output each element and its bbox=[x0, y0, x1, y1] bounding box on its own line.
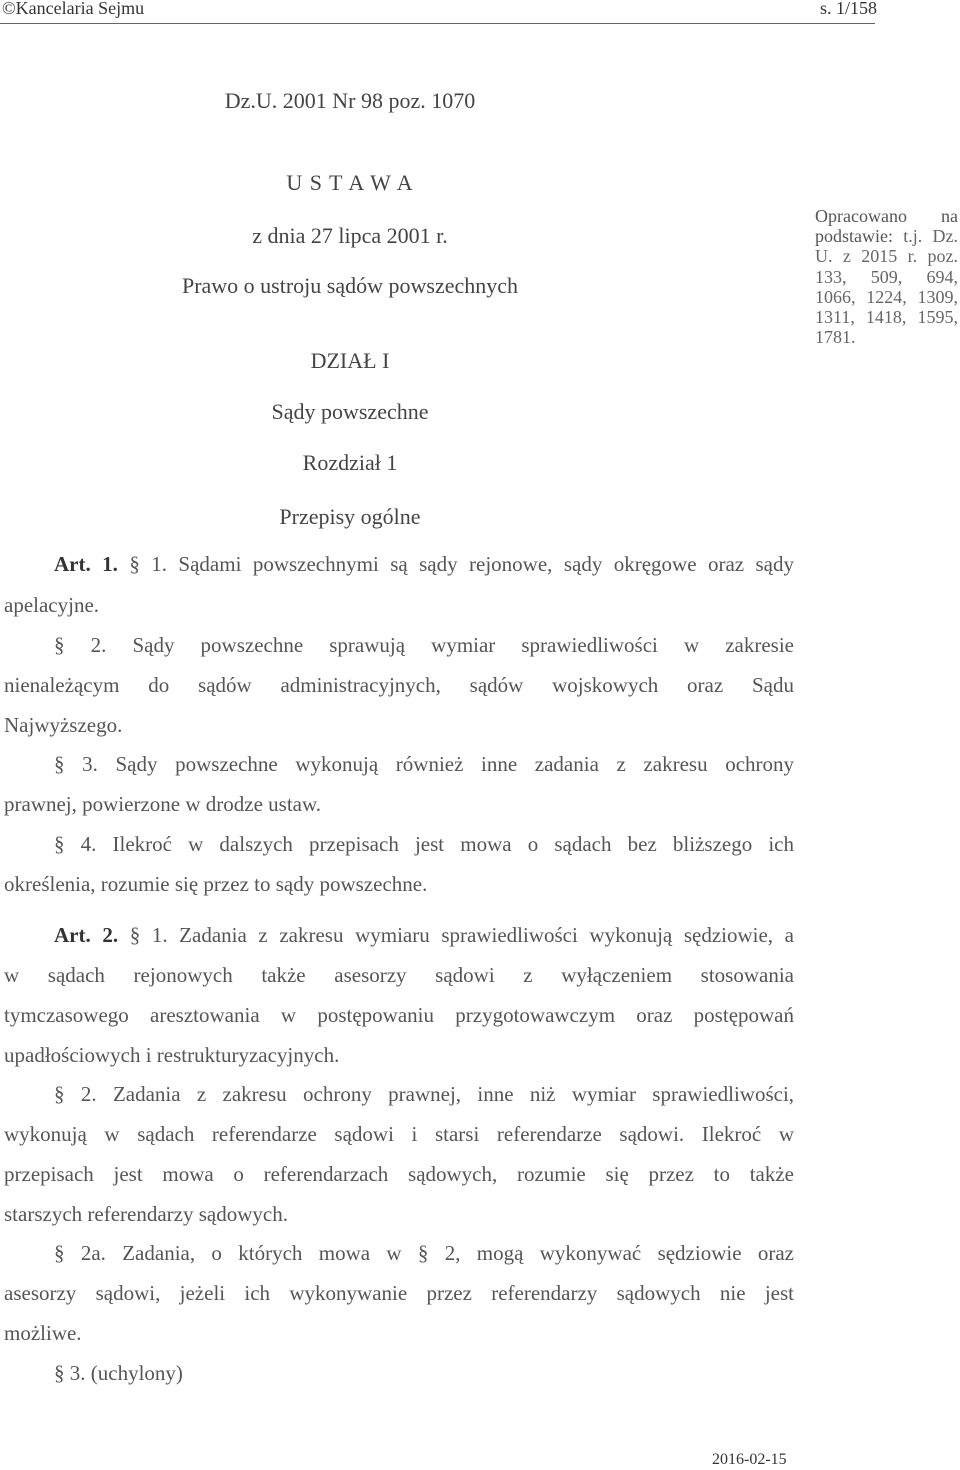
consolidation-note bbox=[815, 206, 958, 347]
header-divider bbox=[0, 23, 875, 24]
chapter-title: Przepisy ogólne bbox=[279, 504, 421, 529]
art2-par1-line2: w sądach rejonowych także asesorzy sądowi z wyłączeniem stosowania bbox=[4, 963, 794, 987]
page-number: s. 1/158 bbox=[819, 0, 877, 18]
art2-par2a-line1 bbox=[54, 1241, 794, 1271]
art1-par3-text: Sądy powszechne wykonują również inne zadania z zakresu ochrony bbox=[115, 752, 795, 776]
art2-par2a-number: § 2a. bbox=[54, 1241, 106, 1265]
document-type: U S T A W A bbox=[286, 170, 414, 195]
art1-label: Art. 1. bbox=[54, 552, 118, 576]
art2-par1-line3: tymczasowego aresztowania w postępowaniu przygotowawczym oraz postępowań bbox=[4, 1003, 794, 1027]
art2-par1-line1 bbox=[54, 923, 794, 953]
art1-par4-line1 bbox=[54, 832, 794, 862]
art2-par2-line2: wykonują w sądach referendarze sądowi i starsi referendarze sądowi. Ilekroć w bbox=[4, 1122, 794, 1146]
art2-par2-line1 bbox=[54, 1082, 794, 1112]
art1-par1-line2: apelacyjne. bbox=[4, 593, 100, 617]
art2-par2-line3: przepisach jest mowa o referendarzach sądowych, rozumie się przez to także bbox=[4, 1162, 794, 1186]
art2-par3-line1 bbox=[54, 1361, 794, 1391]
art1-par4-number: § 4. bbox=[54, 832, 97, 856]
art2-par2a-text: Zadania, o których mowa w § 2, mogą wykonywać sędziowie oraz bbox=[122, 1241, 794, 1265]
art1-par1-line1 bbox=[54, 552, 794, 582]
art1-par4-line2: określenia, rozumie się przez to sądy powszechne. bbox=[4, 872, 428, 896]
art1-par2-line1 bbox=[54, 633, 794, 663]
art1-par3-number: § 3. bbox=[54, 752, 98, 776]
art2-par1-number: § 1. bbox=[129, 923, 168, 947]
art2-par1-text: Zadania z zakresu wymiaru sprawiedliwości wykonują sędziowie, a bbox=[179, 923, 794, 947]
art2-par2-line4: starszych referendarzy sądowych. bbox=[4, 1202, 288, 1226]
art1-par2-line3: Najwyższego. bbox=[4, 713, 123, 737]
act-name: Prawo o ustroju sądów powszechnych bbox=[181, 273, 519, 298]
art2-par3-number: § 3. bbox=[54, 1361, 86, 1385]
art1-par1-number: § 1. bbox=[129, 552, 167, 576]
art2-par3-text: (uchylony) bbox=[90, 1361, 183, 1385]
journal-reference: Dz.U. 2001 Nr 98 poz. 1070 bbox=[224, 88, 476, 113]
chapter-heading: Rozdział 1 bbox=[302, 450, 398, 475]
art2-par2-number: § 2. bbox=[54, 1082, 97, 1106]
art2-par2-text: Zadania z zakresu ochrony prawnej, inne niż wymiar sprawiedliwości, bbox=[112, 1082, 795, 1106]
footer-date: 2016-02-15 bbox=[712, 1451, 787, 1468]
art1-par2-line2: nienależącym do sądów administracyjnych, sądów wojskowych oraz Sądu bbox=[4, 673, 794, 697]
consolidation-note-text: t.j. Dz. U. z 2015 r. poz. 133, 509, 694, 1066, 1224, 1309, 1311, 1418, 1595, 1781. bbox=[815, 226, 958, 348]
art1-par4-text: Ilekroć w dalszych przepisach jest mowa o sądach bez bliższego ich bbox=[112, 832, 794, 856]
art2-par2a-line3: możliwe. bbox=[4, 1321, 82, 1345]
consolidation-note-lead: Opracowano na podstawie: bbox=[815, 206, 958, 247]
document-date: z dnia 27 lipca 2001 r. bbox=[252, 223, 448, 248]
art1-par3-line1 bbox=[54, 752, 794, 782]
art1-par2-text: Sądy powszechne sprawują wymiar sprawiedliwości w zakresie bbox=[132, 633, 794, 657]
art2-par2a-line2: asesorzy sądowi, jeżeli ich wykonywanie przez referendarzy sądowych nie jest bbox=[4, 1281, 794, 1305]
art1-par3-line2: prawnej, powierzone w drodze ustaw. bbox=[4, 792, 322, 816]
art2-label: Art. 2. bbox=[54, 923, 119, 947]
header-source: ©Kancelaria Sejmu bbox=[2, 0, 145, 18]
art1-par1-text: Sądami powszechnymi są sądy rejonowe, sądy okręgowe oraz sądy bbox=[178, 552, 795, 576]
division-heading: DZIAŁ I bbox=[310, 348, 390, 373]
division-title: Sądy powszechne bbox=[271, 399, 429, 424]
art2-par1-line4: upadłościowych i restrukturyzacyjnych. bbox=[4, 1043, 340, 1067]
art1-par2-number: § 2. bbox=[54, 633, 107, 657]
